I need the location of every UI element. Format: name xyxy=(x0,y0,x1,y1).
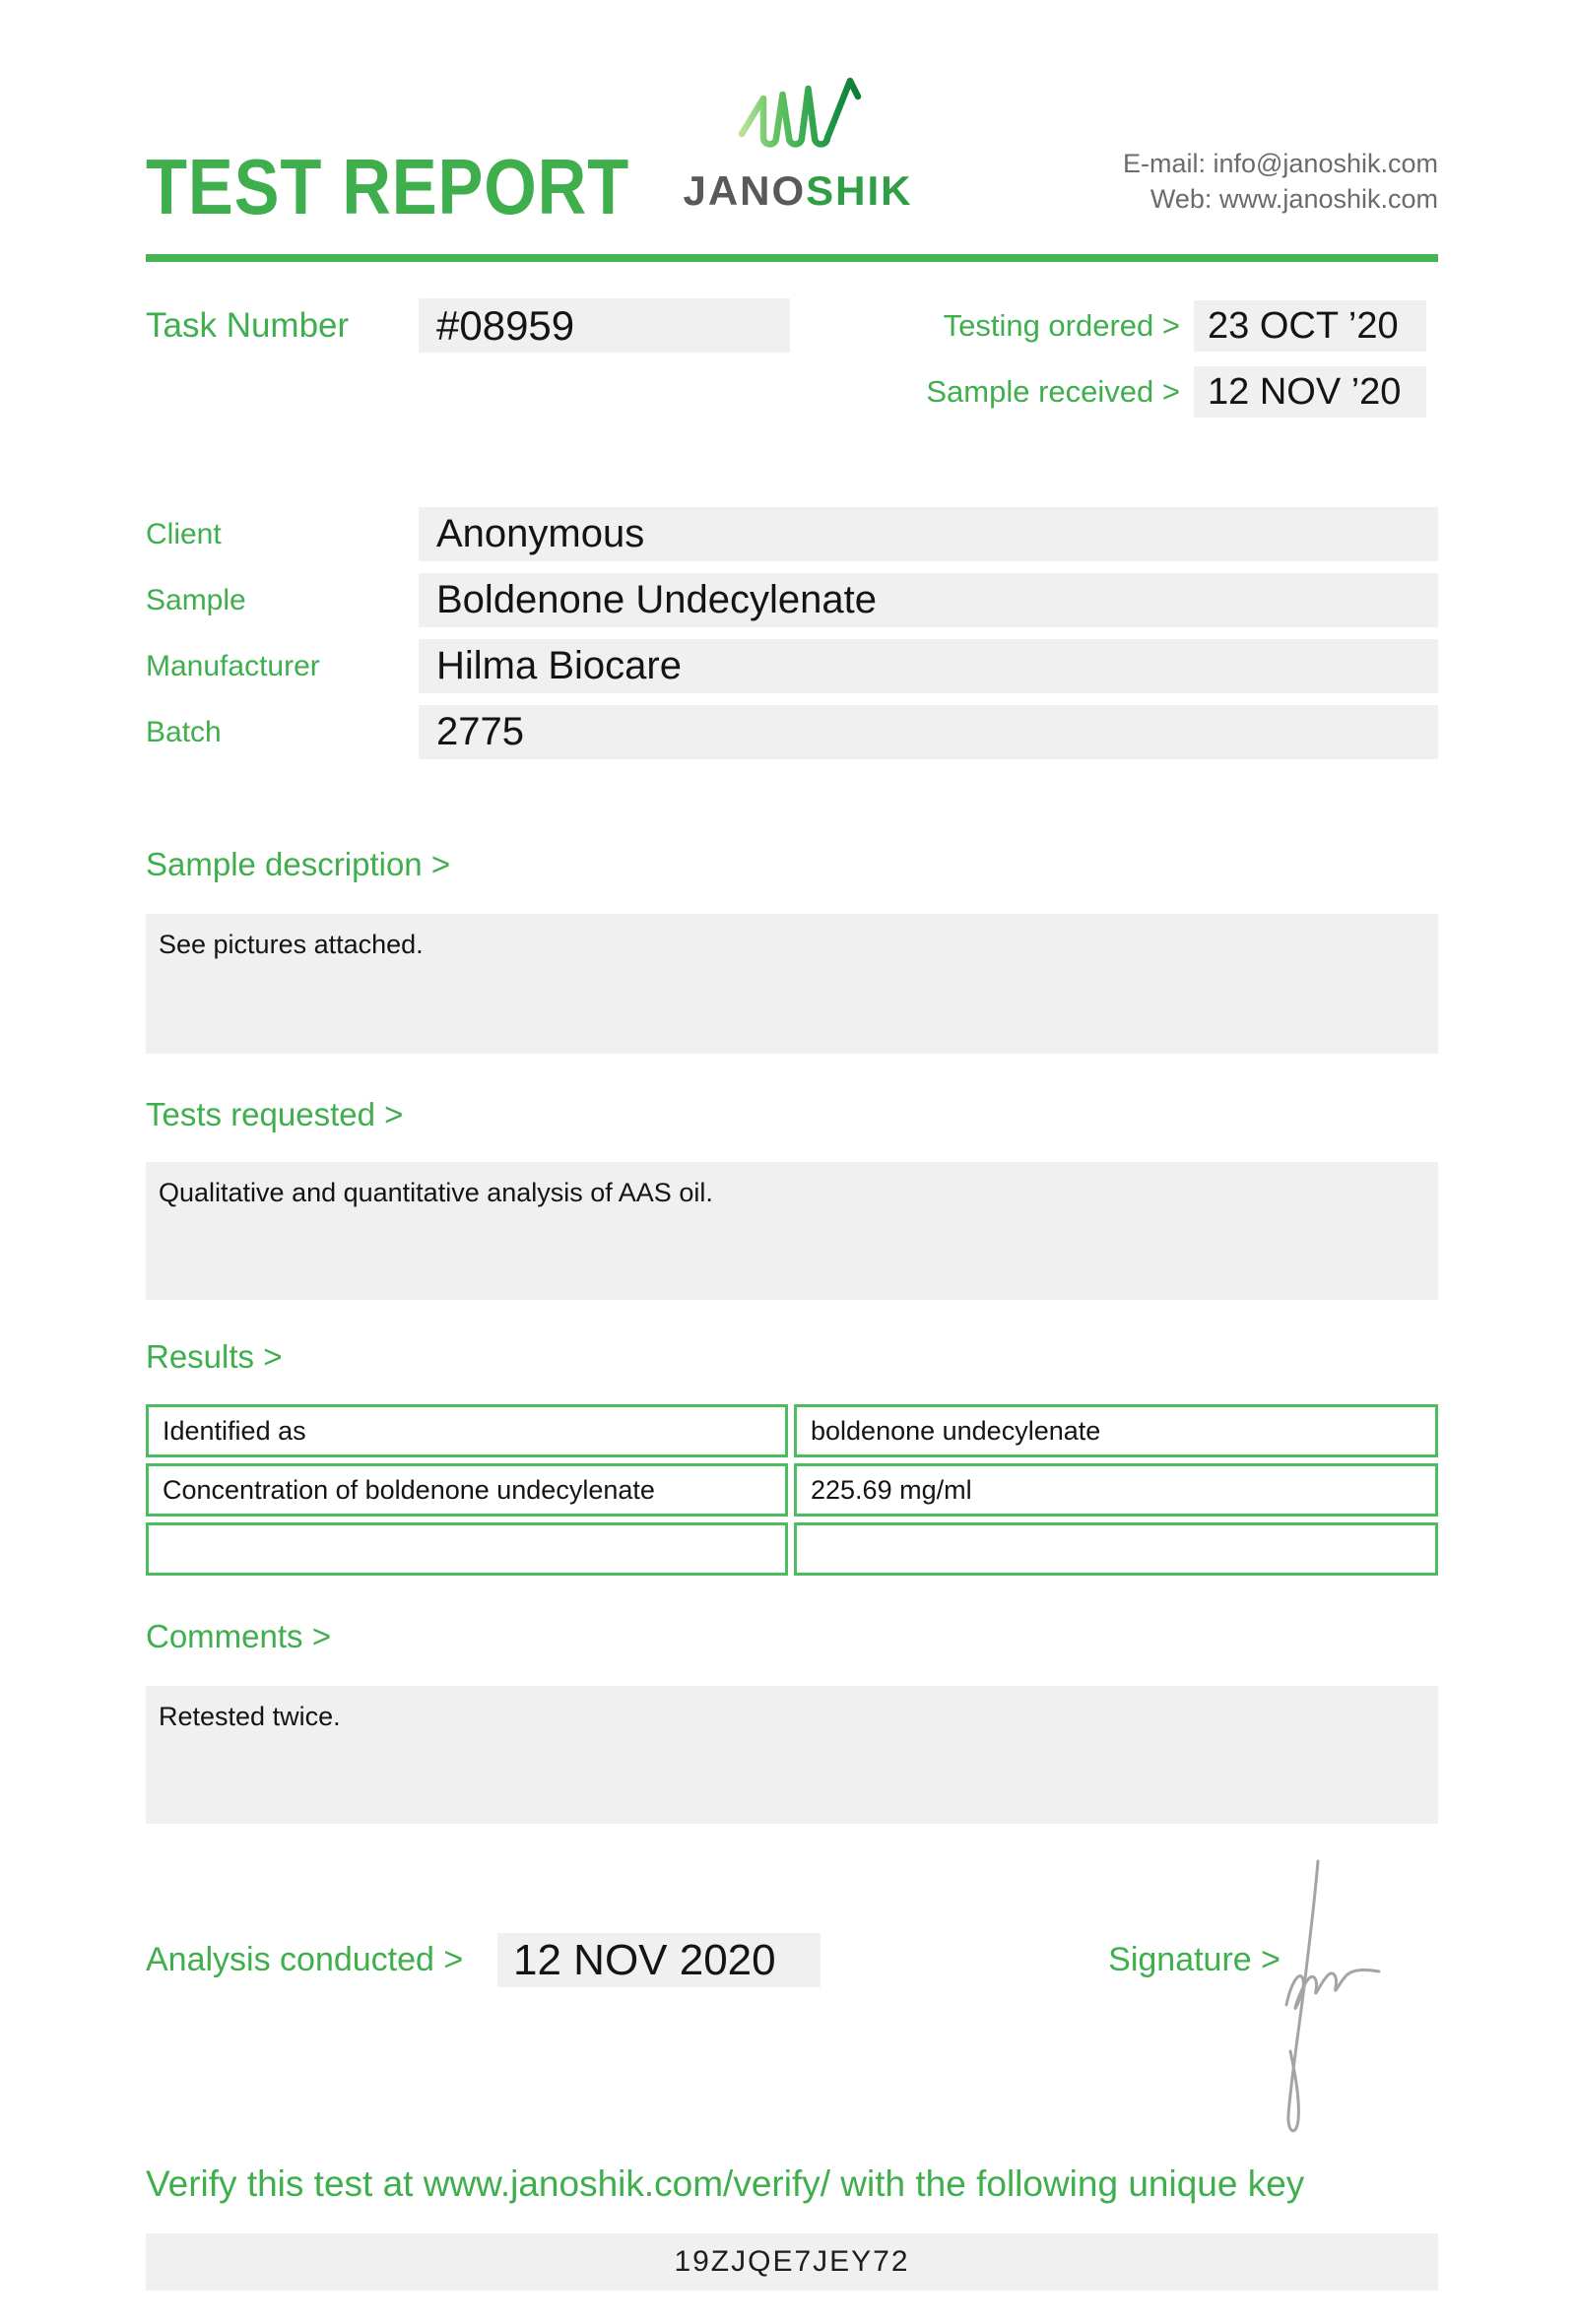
task-number-label: Task Number xyxy=(146,306,350,345)
analysis-conducted-value: 12 NOV 2020 xyxy=(513,1936,776,1984)
header-divider xyxy=(146,254,1438,262)
contact-email: E-mail: info@janoshik.com xyxy=(1122,149,1438,178)
sample-received-value: 12 NOV ’20 xyxy=(1208,371,1402,413)
table-cell xyxy=(794,1522,1438,1576)
client-label: Client xyxy=(146,518,222,550)
results-table xyxy=(146,1404,1438,1576)
analysis-conducted-field xyxy=(497,1933,821,1987)
detail-row-sample xyxy=(146,573,1438,627)
sample-field xyxy=(419,573,1438,627)
comments-text: Retested twice. xyxy=(159,1702,341,1731)
tests-requested-text: Qualitative and quantitative analysis of AAS oil. xyxy=(159,1178,713,1207)
client-value: Anonymous xyxy=(436,512,645,555)
detail-row-manufacturer xyxy=(146,639,1438,693)
client-field xyxy=(419,507,1438,561)
unique-key-bar xyxy=(146,2233,1438,2291)
contact-web: Web: www.janoshik.com xyxy=(1149,184,1438,214)
tests-requested-box xyxy=(146,1162,1438,1300)
contact-info xyxy=(1123,146,1438,217)
manufacturer-field xyxy=(419,639,1438,693)
sample-received-field xyxy=(1194,366,1426,418)
logo-wordmark xyxy=(682,168,914,214)
sample-description-heading: Sample description > xyxy=(146,846,451,882)
sample-value: Boldenone Undecylenate xyxy=(436,578,878,621)
detail-row-client xyxy=(146,507,1438,561)
janoshik-logo xyxy=(682,77,914,214)
task-number-field xyxy=(419,298,790,353)
batch-label: Batch xyxy=(146,716,222,748)
analysis-conducted-label: Analysis conducted > xyxy=(146,1941,464,1978)
results-heading: Results > xyxy=(146,1338,283,1375)
task-number-value: #08959 xyxy=(436,302,575,349)
growth-chart-icon xyxy=(734,77,862,161)
sample-label: Sample xyxy=(146,584,246,616)
sample-received-label: Sample received > xyxy=(926,374,1180,409)
page-title: TEST REPORT xyxy=(146,143,630,230)
verify-instruction: Verify this test at www.janoshik.com/verify/ with the following unique key xyxy=(146,2163,1305,2204)
sample-description-box xyxy=(146,914,1438,1054)
table-cell: Concentration of boldenone undecylenate xyxy=(146,1463,788,1517)
table-cell: 225.69 mg/ml xyxy=(794,1463,1438,1517)
logo-text-shik: SHIK xyxy=(806,167,913,214)
table-cell xyxy=(146,1522,788,1576)
testing-ordered-label: Testing ordered > xyxy=(943,308,1180,343)
testing-ordered-field xyxy=(1194,300,1426,352)
table-cell: Identified as xyxy=(146,1404,788,1457)
logo-text-jano: JANO xyxy=(683,167,807,214)
comments-heading: Comments > xyxy=(146,1618,331,1654)
detail-row-batch xyxy=(146,705,1438,759)
manufacturer-label: Manufacturer xyxy=(146,650,320,682)
batch-field xyxy=(419,705,1438,759)
table-cell: boldenone undecylenate xyxy=(794,1404,1438,1457)
batch-value: 2775 xyxy=(436,710,524,753)
testing-ordered-value: 23 OCT ’20 xyxy=(1208,305,1399,347)
signature xyxy=(1269,1849,1436,2145)
manufacturer-value: Hilma Biocare xyxy=(436,644,682,687)
unique-key-value: 19ZJQE7JEY72 xyxy=(674,2245,910,2278)
tests-requested-heading: Tests requested > xyxy=(146,1096,404,1132)
signature-label: Signature > xyxy=(1108,1941,1280,1978)
comments-box xyxy=(146,1686,1438,1824)
sample-description-text: See pictures attached. xyxy=(159,930,424,959)
signature-icon xyxy=(1269,1849,1436,2145)
